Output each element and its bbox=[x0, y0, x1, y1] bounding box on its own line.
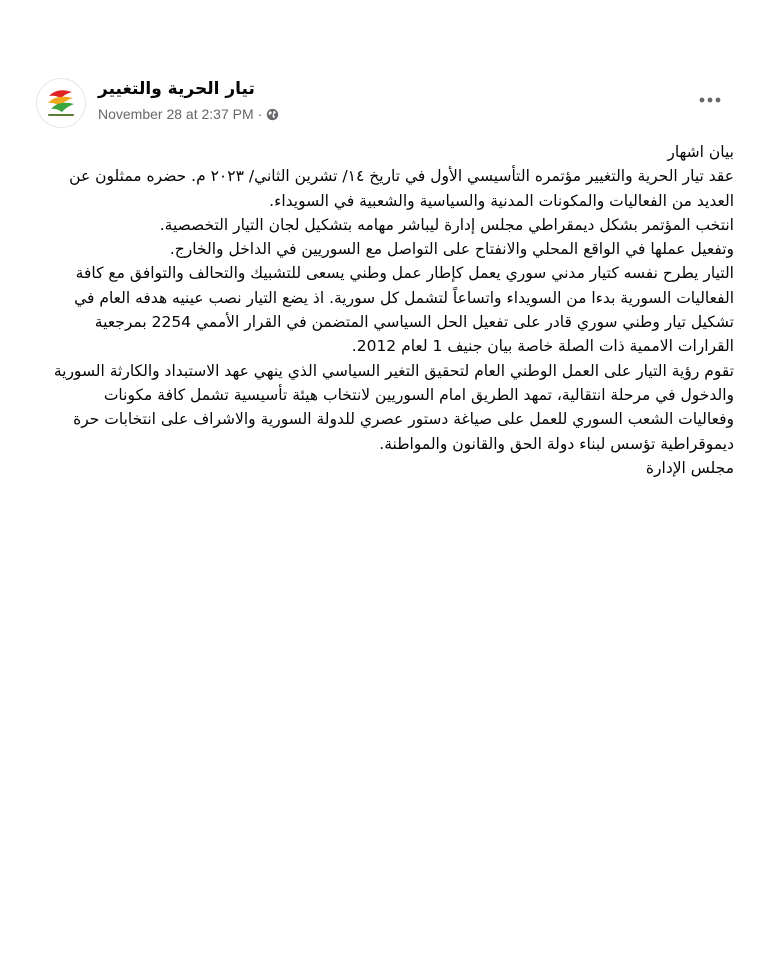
post-paragraph: عقد تيار الحرية والتغيير مؤتمره التأسيسي الأول في تاريخ ١٤/ تشرين الثاني/ ٢٠٢٣ م. حضره ممثلون عن العديد من الفعاليات والمكونات المدنية والسياسية والشعبية في السويداء. bbox=[69, 167, 734, 210]
more-options-icon bbox=[699, 97, 721, 103]
globe-icon[interactable] bbox=[266, 108, 279, 121]
post-header bbox=[36, 76, 736, 130]
post-paragraph: مجلس الإدارة bbox=[645, 458, 734, 477]
meta-separator: · bbox=[257, 106, 263, 122]
post-paragraph: وتفعيل عملها في الواقع المحلي والانفتاح على التواصل مع السوريين في الداخل والخارج. bbox=[169, 240, 734, 259]
reaction-icons[interactable] bbox=[44, 549, 84, 555]
post-paragraph: انتخب المؤتمر بشكل ديمقراطي مجلس إدارة ليباشر مهامه بتشكيل لجان التيار التخصصية. bbox=[159, 215, 734, 234]
post-text bbox=[50, 140, 734, 480]
post-paragraph: بيان اشهار bbox=[667, 143, 734, 161]
post-timestamp[interactable]: November 28 at 2:37 PM bbox=[98, 106, 254, 122]
tayyar-logo-icon bbox=[37, 79, 85, 127]
post-paragraph: تقوم رؤية التيار على العمل الوطني العام لتحقيق التغير السياسي الذي ينهي عهد الاستبداد والكارثة السورية والدخول في مرحلة انتقالية، تمهد الطريق امام السوريين لانتخاب هيئة تأسيسية تشمل كافة مكونات وفعاليات الشعب السوري للعمل على صياغة دستور عصري للدولة السورية والاشراف على انتخابات حرة ديموقراطية تؤسس لبناء دولة الحق والقانون والمواطنة. bbox=[53, 361, 734, 453]
post-meta bbox=[98, 106, 279, 122]
post-paragraph: التيار يطرح نفسه كتيار مدني سوري يعمل كإطار عمل وطني يسعى للتشبيك والتحالف والتوافق مع كافة الفعاليات السورية بدءا من السويداء واتساعاً لتشمل كل سورية. اذ يضع التيار نصب عينيه هدفه العام في تشكيل تيار وطني سوري قادر على تفعيل الحل السياسي المتضمن في القرار الأممي 2254 بمرجعية القرارات الاممية ذات الصلة خاصة بيان جنيف 1 لعام 2012. bbox=[74, 264, 734, 356]
more-options-button[interactable] bbox=[692, 82, 728, 118]
avatar[interactable] bbox=[36, 78, 86, 128]
author-name[interactable]: تيار الحرية والتغيير bbox=[98, 79, 255, 99]
